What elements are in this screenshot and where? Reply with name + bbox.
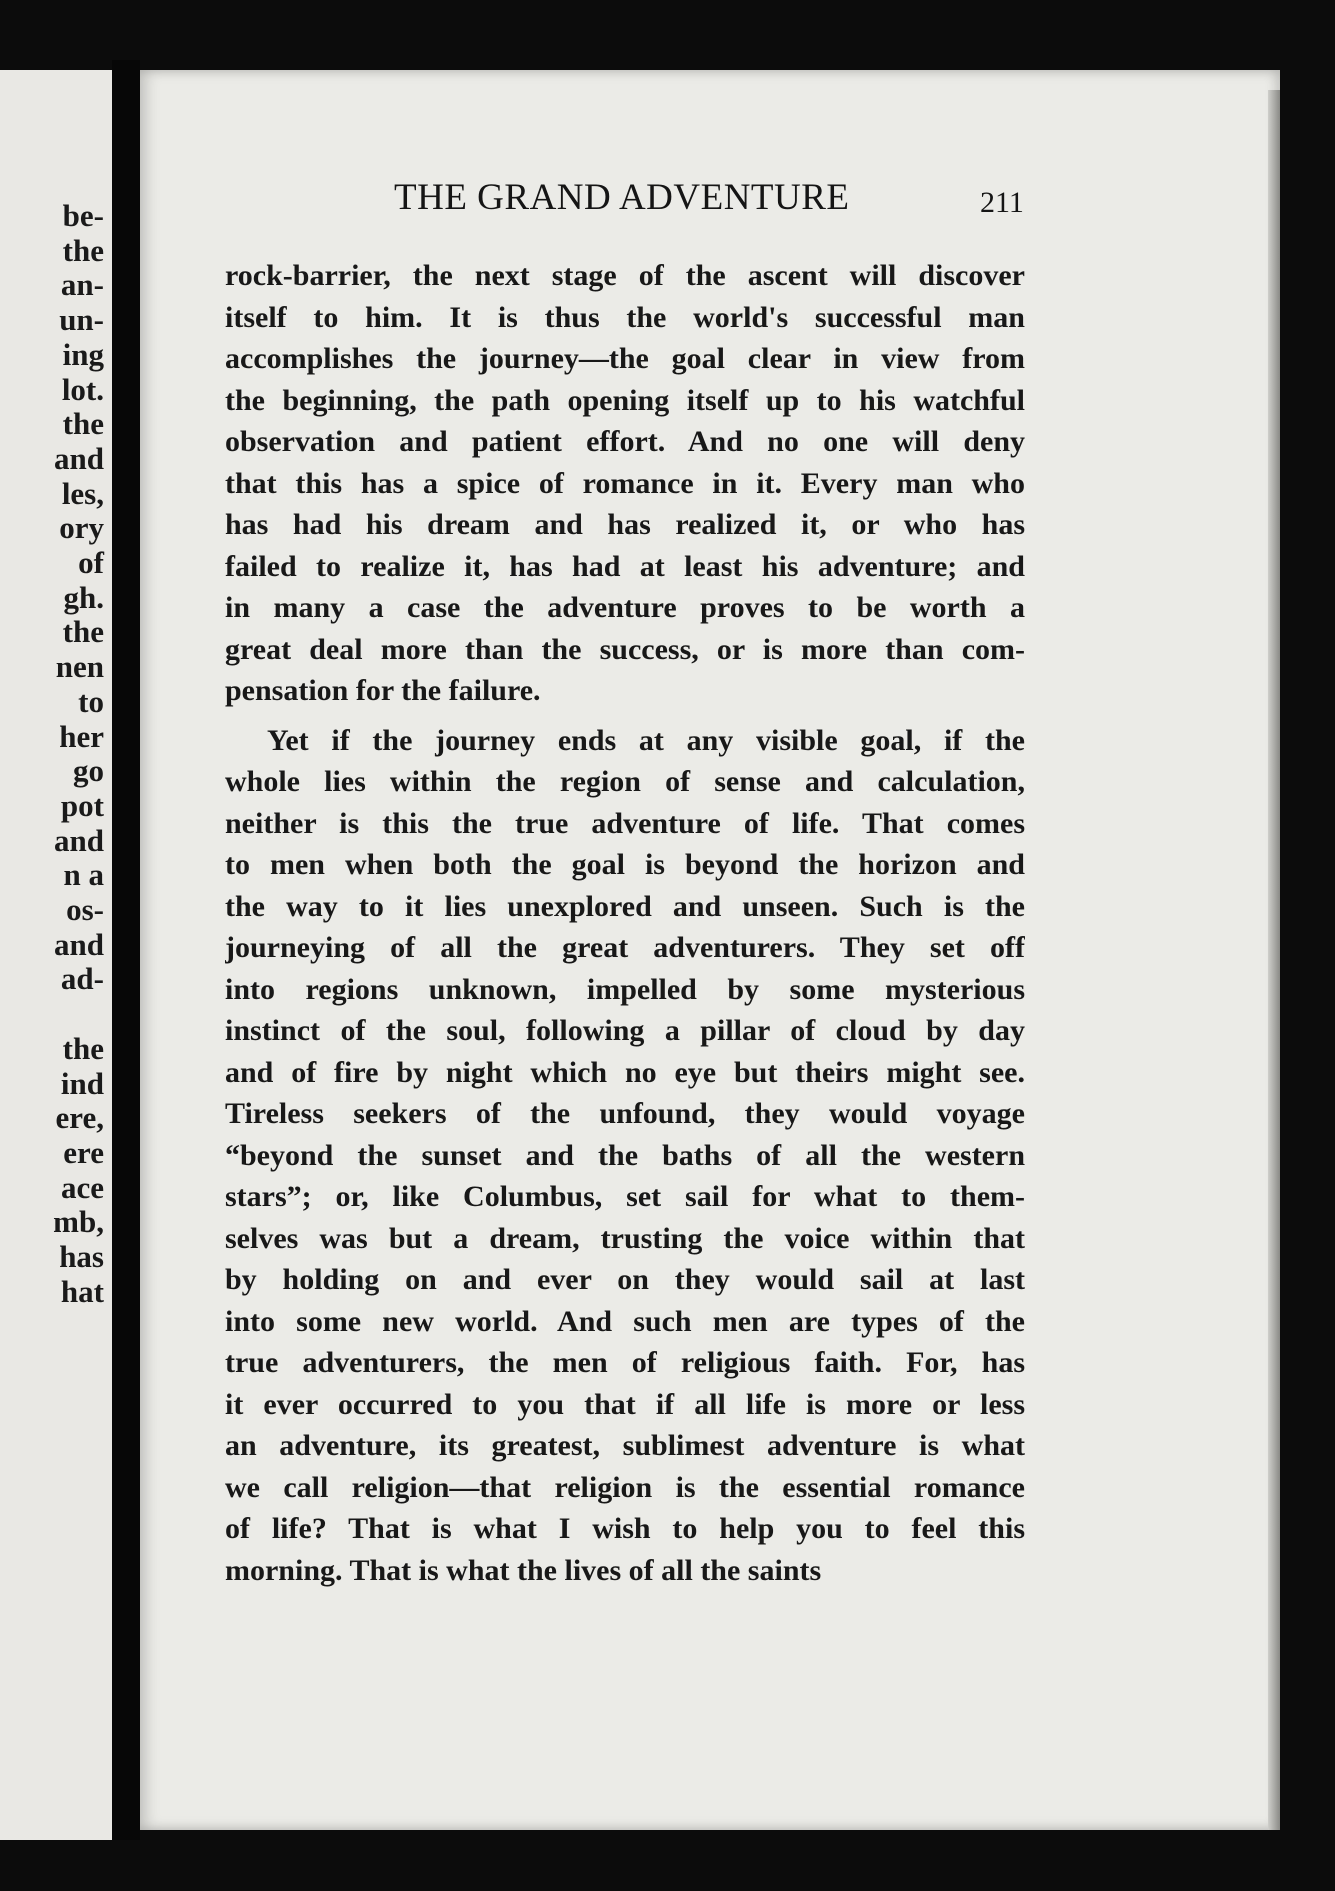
facing-page-line-fragment: the xyxy=(62,1030,104,1066)
facing-page-line-fragment: the xyxy=(62,614,104,650)
facing-page-line-fragment: pot xyxy=(60,787,104,823)
text-line: of life? That is what I wish to help you to feel this xyxy=(225,1512,1025,1545)
page-number: 211 xyxy=(980,186,1024,219)
facing-page-line-fragment: has xyxy=(59,1239,104,1274)
running-head: THE GRAND ADVENTURE xyxy=(394,177,850,218)
text-line: journeying of all the great adventurers. They set off xyxy=(225,931,1025,964)
text-line: Tireless seekers of the unfound, they would voyage xyxy=(225,1097,1025,1130)
facing-page-line-fragment: ind xyxy=(60,1065,104,1101)
facing-page-line-fragment: n a xyxy=(63,857,104,893)
facing-page-line-fragment: go xyxy=(73,753,104,789)
text-line: whole lies within the region of sense and calculation, xyxy=(225,765,1025,798)
facing-page-line-fragment: and xyxy=(54,822,104,858)
text-line: selves was but a dream, trusting the voice within that xyxy=(225,1221,1025,1255)
text-line: rock-barrier, the next stage of the ascent will discover xyxy=(225,259,1025,292)
text-line: it ever occurred to you that if all life is more or less xyxy=(225,1387,1025,1421)
facing-page-line-fragment: lot. xyxy=(61,371,104,407)
facing-page-line-fragment: her xyxy=(59,718,104,754)
facing-page-line-fragment: nen xyxy=(55,649,104,685)
text-line: an adventure, its greatest, sublimest adventure is what xyxy=(225,1429,1025,1462)
book-gutter xyxy=(112,60,140,1840)
facing-page-line-fragment: an- xyxy=(60,267,104,303)
text-line: accomplishes the journey—the goal clear in view from xyxy=(225,342,1025,375)
facing-page-line-fragment: ing xyxy=(62,336,104,372)
text-line: observation and patient effort. And no one will deny xyxy=(225,425,1025,458)
facing-page-line-fragment: and xyxy=(54,926,104,962)
text-line: we call religion—that religion is the essential romance xyxy=(225,1470,1025,1504)
facing-page-line-fragment: os- xyxy=(66,892,104,927)
facing-page-line-fragment: to xyxy=(78,683,104,719)
text-line: morning. That is what the lives of all the saints xyxy=(225,1553,822,1587)
facing-page-line-fragment: be- xyxy=(62,198,104,233)
text-line: Yet if the journey ends at any visible goal, if the xyxy=(267,723,1025,757)
facing-page-line-fragment: the xyxy=(62,232,104,268)
text-line: “beyond the sunset and the baths of all the western xyxy=(225,1138,1025,1172)
text-line: failed to realize it, has had at least his adventure; and xyxy=(225,549,1025,583)
facing-page-line-fragment: ad- xyxy=(60,961,104,997)
text-line: true adventurers, the men of religious faith. For, has xyxy=(225,1346,1025,1379)
text-line: the beginning, the path opening itself up to his watchful xyxy=(225,383,1025,417)
facing-page-line-fragment: ory xyxy=(59,510,104,546)
text-line: that this has a spice of romance in it. Every man who xyxy=(225,466,1025,500)
text-line: has had his dream and has realized it, or who has xyxy=(225,508,1025,541)
page-edge xyxy=(1268,90,1280,1830)
facing-page-line-fragment: gh. xyxy=(63,579,104,615)
facing-page-line-fragment: ace xyxy=(60,1169,104,1205)
facing-page-line-fragment: of xyxy=(78,545,104,580)
text-line: the way to it lies unexplored and unseen. Such is the xyxy=(225,889,1025,923)
facing-page-line-fragment: les, xyxy=(61,475,104,511)
facing-page-line-fragment: ere, xyxy=(55,1100,104,1136)
text-line: instinct of the soul, following a pillar of cloud by day xyxy=(225,1014,1025,1047)
text-line: great deal more than the success, or is more than com- xyxy=(225,632,1025,666)
text-line: by holding on and ever on they would sail at last xyxy=(225,1263,1025,1296)
text-line: and of fire by night which no eye but theirs might see. xyxy=(225,1055,1025,1089)
text-line: to men when both the goal is beyond the horizon and xyxy=(225,848,1025,881)
text-line: stars”; or, like Columbus, set sail for what to them- xyxy=(225,1180,1025,1213)
facing-page-line-fragment: hat xyxy=(60,1273,104,1309)
facing-page-line-fragment: mb, xyxy=(53,1204,104,1240)
facing-page-line-fragment: the xyxy=(62,406,104,442)
text-line: neither is this the true adventure of life. That comes xyxy=(225,806,1025,840)
facing-page-line-fragment: un- xyxy=(59,302,104,338)
text-line: itself to him. It is thus the world's successful man xyxy=(225,300,1025,334)
facing-page-line-fragment: ere xyxy=(63,1134,104,1170)
text-line: into some new world. And such men are types of the xyxy=(225,1304,1025,1338)
text-line: into regions unknown, impelled by some mysterious xyxy=(225,972,1025,1006)
facing-page-fragment xyxy=(0,70,112,1840)
text-line: in many a case the adventure proves to be worth a xyxy=(225,591,1025,624)
text-line: pensation for the failure. xyxy=(225,674,541,707)
facing-page-line-fragment: and xyxy=(54,440,104,476)
